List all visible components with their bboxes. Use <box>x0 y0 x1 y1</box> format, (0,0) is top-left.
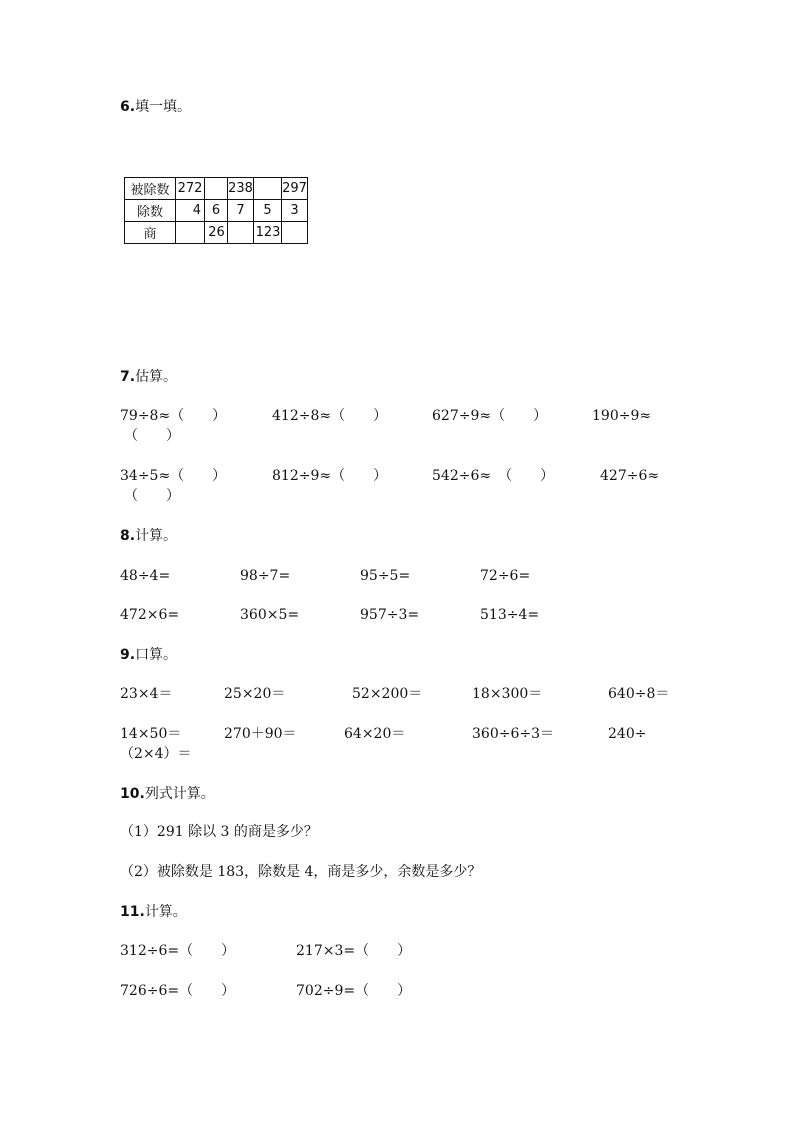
q8-heading <box>120 527 177 545</box>
row-label-quotient: 商 <box>125 222 176 244</box>
q10-title: 列式计算。 <box>144 786 215 802</box>
calc-item: 72÷6= <box>480 568 531 584</box>
calc-item: 702÷9=（ ） <box>296 983 412 999</box>
calc-item: 472×6= <box>120 607 180 623</box>
row-label-divisor: 除数 <box>125 200 176 222</box>
table-cell: 4 <box>176 200 205 222</box>
table-cell: 272 <box>176 178 205 200</box>
estimate-item: 34÷5≈（ ） <box>120 468 227 484</box>
q11-number: 11. <box>120 904 145 920</box>
calc-item: 513÷4= <box>480 607 540 623</box>
table-row-quotient <box>125 222 308 244</box>
q6-title: 填一填。 <box>135 99 192 115</box>
estimate-item: 190÷9≈ <box>592 408 652 424</box>
q9-title: 口算。 <box>135 647 178 663</box>
table-cell: 123 <box>254 222 282 244</box>
estimate-item: 812÷9≈（ ） <box>272 468 388 484</box>
table-row-divisor <box>125 200 308 222</box>
estimate-item: 427÷6≈ <box>600 468 660 484</box>
calc-item: 312÷6=（ ） <box>120 943 236 959</box>
q6-heading <box>120 98 191 116</box>
estimate-answer-blank: （ ） <box>124 488 180 504</box>
calc-item: 48÷4= <box>120 568 171 584</box>
calc-item: 217×3=（ ） <box>296 943 412 959</box>
estimate-item: 79÷8≈（ ） <box>120 408 227 424</box>
table-cell: 7 <box>228 200 254 222</box>
table-cell: 26 <box>205 222 228 244</box>
q6-division-table <box>124 177 308 244</box>
estimate-item: 627÷9≈（ ） <box>432 408 548 424</box>
mental-calc-item: 64×20＝ <box>344 726 406 742</box>
q7-heading <box>120 368 177 386</box>
mental-calc-item: 52×200＝ <box>352 686 423 702</box>
q7-number: 7. <box>120 369 136 385</box>
calc-item: 95÷5= <box>360 568 411 584</box>
mental-calc-item: 25×20＝ <box>224 686 286 702</box>
table-cell <box>254 178 282 200</box>
q11-title: 计算。 <box>144 904 187 920</box>
row-label-dividend: 被除数 <box>125 178 176 200</box>
table-cell <box>205 178 228 200</box>
table-row-dividend <box>125 178 308 200</box>
mental-calc-item: 18×300＝ <box>472 686 543 702</box>
mental-calc-item: 14×50＝ <box>120 726 182 742</box>
table-cell <box>228 222 254 244</box>
mental-calc-continuation: （2×4）＝ <box>120 746 192 762</box>
calc-item: 98÷7= <box>240 568 291 584</box>
mental-calc-item: 240÷ <box>608 726 647 742</box>
mental-calc-item: 640÷8＝ <box>608 686 670 702</box>
estimate-answer-blank: （ ） <box>124 428 180 444</box>
mental-calc-item: 23×4＝ <box>120 686 173 702</box>
word-problem-item: （2）被除数是 183，除数是 4，商是多少，余数是多少？ <box>120 864 482 880</box>
q10-heading <box>120 785 215 803</box>
q11-heading <box>120 903 187 921</box>
table-cell <box>282 222 308 244</box>
q10-number: 10. <box>120 786 145 802</box>
table-cell: 6 <box>205 200 228 222</box>
calc-item: 726÷6=（ ） <box>120 983 236 999</box>
table-cell <box>176 222 205 244</box>
table-cell: 5 <box>254 200 282 222</box>
table-cell: 3 <box>282 200 308 222</box>
mental-calc-item: 360÷6÷3＝ <box>472 726 554 742</box>
table-cell: 297 <box>282 178 308 200</box>
mental-calc-item: 270＋90＝ <box>224 726 297 742</box>
estimate-item: 412÷8≈（ ） <box>272 408 388 424</box>
q8-number: 8. <box>120 528 136 544</box>
q7-title: 估算。 <box>135 369 178 385</box>
estimate-item: 542÷6≈ （ ） <box>432 468 555 484</box>
q9-number: 9. <box>120 647 136 663</box>
word-problem-item: （1）291 除以 3 的商是多少？ <box>120 824 318 840</box>
q9-heading <box>120 646 177 664</box>
table-cell: 238 <box>228 178 254 200</box>
calc-item: 360×5= <box>240 607 300 623</box>
calc-item: 957÷3= <box>360 607 420 623</box>
q8-title: 计算。 <box>135 528 178 544</box>
q6-number: 6. <box>120 99 136 115</box>
